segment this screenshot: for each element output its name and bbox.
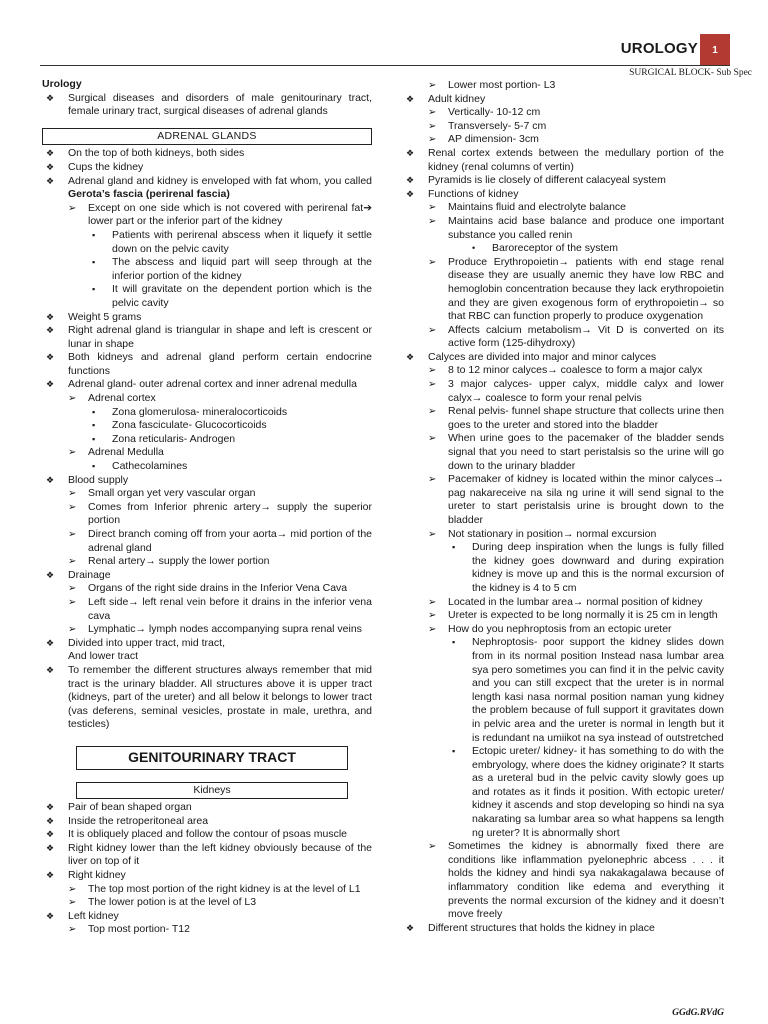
bullet-icon: ➢: [428, 406, 437, 418]
list-item: [42, 446, 372, 460]
list-item: [402, 215, 724, 242]
list-item: [42, 828, 372, 842]
list-item: [402, 636, 724, 745]
list-item-text: Located in the lumbar area→ normal position of kidney: [448, 595, 703, 608]
list-item: [42, 910, 372, 924]
list-item: [42, 147, 372, 161]
bullet-icon: ➢: [68, 447, 77, 459]
list-item: [402, 133, 724, 147]
list-item: [42, 596, 372, 623]
bullet-icon: ❖: [46, 870, 55, 881]
header-subtitle: SURGICAL BLOCK- Sub Spec: [629, 68, 752, 78]
list-item-text: Vertically- 10-12 cm: [448, 106, 541, 119]
bullet-icon: ➢: [428, 474, 437, 486]
list-item: [42, 283, 372, 310]
list-item-text: Calyces are divided into major and minor calyces: [428, 350, 657, 363]
list-item: [42, 175, 372, 202]
bullet-icon: ❖: [406, 351, 415, 362]
list-item-text: Lymphatic→ lymph nodes accompanying supra renal veins: [88, 623, 362, 636]
list-item: [402, 256, 724, 324]
section-box-title: Kidneys: [76, 782, 348, 800]
bullet-icon: ➢: [428, 134, 437, 146]
bullet-icon: ➢: [428, 596, 437, 608]
list-item-text: During deep inspiration when the lungs is fully filled the kidney goes downward and during expiration kidney is move up and this is the normal excursion of the kidney is 4 to 5 cm: [472, 541, 724, 594]
bullet-icon: ❖: [46, 311, 55, 322]
bullet-icon: ❖: [46, 842, 55, 853]
bullet-icon: ▪: [92, 284, 96, 295]
list-item: [402, 378, 724, 405]
bullet-icon: ➢: [68, 202, 77, 214]
list-item: [42, 378, 372, 392]
list-item: [42, 637, 372, 651]
list-item: [42, 528, 372, 555]
list-item: [42, 202, 372, 229]
list-item-text: Lower most portion- L3: [448, 79, 556, 91]
list-item-text: Left kidney: [68, 909, 119, 922]
list-item: [42, 869, 372, 883]
list-item: [402, 120, 724, 134]
list-item-text: Renal cortex extends between the medullary portion of the kidney (renal columns of vertin): [428, 146, 724, 173]
list-item: [402, 106, 724, 120]
list-item-text: Weight 5 grams: [68, 310, 142, 323]
section-box-title: GENITOURINARY TRACT: [76, 746, 348, 770]
list-item-text: Ureter is expected to be long normally it is 25 cm in length: [448, 609, 718, 622]
list-item-text: The lower potion is at the level of L3: [88, 896, 257, 909]
list-item-text: Except on one side which is not covered with perirenal fat➔ lower part or the inferior part of the kidney: [88, 201, 372, 228]
right-column: [402, 79, 724, 935]
list-item-text: Patients with perirenal abscess when it liquefy it settle down on the pelvic cavity: [112, 228, 372, 255]
bullet-icon: ➢: [428, 202, 437, 214]
left-column: [42, 78, 372, 937]
bullet-icon: ➢: [68, 883, 77, 895]
list-item-text: Renal pelvis- funnel shape structure that collects urine then goes to the ureter and stored into the bladder: [448, 405, 724, 431]
list-item: [42, 582, 372, 596]
list-item-text: Adrenal Medulla: [88, 446, 164, 459]
section-box-title: ADRENAL GLANDS: [42, 128, 372, 146]
list-item: [402, 432, 724, 473]
list-item: [42, 801, 372, 815]
bullet-icon: ❖: [46, 175, 55, 186]
list-item: [42, 92, 372, 119]
list-item: [402, 93, 724, 107]
bullet-icon: ➢: [428, 841, 437, 853]
list-item: [402, 188, 724, 202]
bullet-icon: ❖: [406, 93, 415, 104]
list-item: [402, 922, 724, 936]
list-item: [402, 201, 724, 215]
list-item-text: Maintains fluid and electrolyte balance: [448, 201, 627, 214]
bullet-icon: ❖: [406, 147, 415, 158]
list-item-text: Drainage: [68, 568, 111, 581]
list-item: [402, 623, 724, 637]
section-heading: Urology: [42, 78, 82, 90]
bullet-icon: ➢: [428, 107, 437, 119]
bullet-icon: ➢: [68, 501, 77, 513]
bullet-icon: ➢: [68, 624, 77, 636]
bullet-icon: ❖: [46, 352, 55, 363]
list-item: [42, 161, 372, 175]
bullet-icon: ▪: [92, 461, 96, 472]
list-item-text: Left side→ left renal vein before it drains in the inferior vena cava: [88, 595, 372, 622]
list-item: [42, 487, 372, 501]
bullet-icon: ❖: [46, 802, 55, 813]
list-item: [42, 229, 372, 256]
list-item: [402, 405, 724, 432]
list-item-text: Renal artery→ supply the lower portion: [88, 555, 270, 568]
list-item-text: Adrenal gland- outer adrenal cortex and inner adrenal medulla: [68, 378, 357, 391]
list-item-text: Functions of kidney: [428, 187, 519, 200]
bullet-icon: ➢: [68, 488, 77, 500]
list-item-text: Divided into upper tract, mid tract,: [68, 636, 225, 649]
list-item: [42, 501, 372, 528]
bullet-icon: ▪: [92, 229, 96, 240]
list-item-text: AP dimension- 3cm: [448, 133, 539, 146]
list-item-text: On the top of both kidneys, both sides: [68, 147, 245, 160]
bullet-icon: ➢: [68, 897, 77, 909]
list-item: [402, 242, 724, 256]
list-item: [402, 324, 724, 351]
list-item: [402, 840, 724, 922]
list-item: [402, 79, 724, 93]
list-item: [42, 623, 372, 637]
bullet-icon: ❖: [46, 664, 55, 675]
list-item: [402, 745, 724, 840]
list-item: [402, 528, 724, 542]
list-item-text: Top most portion- T12: [88, 923, 190, 936]
list-item: [42, 311, 372, 325]
list-item-text: Cups the kidney: [68, 160, 144, 173]
list-item: [42, 392, 372, 406]
list-item: [402, 351, 724, 365]
bullet-icon: ➢: [428, 256, 437, 268]
list-item: [42, 419, 372, 433]
list-item: [42, 842, 372, 869]
list-item-text: Comes from Inferior phrenic artery→ supply the superior portion: [88, 500, 372, 527]
list-item-text: The top most portion of the right kidney is at the level of L1: [88, 882, 361, 895]
list-item: [402, 473, 724, 527]
list-item: [42, 460, 372, 474]
list-item-text: Produce Erythropoietin→ patients with end stage renal disease they are usually anemic they have low RBC and hemoglobin concentration because they lack erythropoietin and they are given exogenous form of erythropoietin→ so that RBC can function properly to produce oxygenation: [448, 255, 724, 323]
bullet-icon: ➢: [428, 528, 437, 540]
list-item: [42, 664, 372, 732]
bullet-icon: ▪: [452, 542, 456, 553]
list-item: [42, 433, 372, 447]
bullet-icon: ❖: [46, 474, 55, 485]
list-item-text: The abscess and liquid part will seep through at the inferior portion of the kidney: [112, 256, 372, 282]
list-item-text: It will gravitate on the dependent portion which is the pelvic cavity: [112, 283, 372, 309]
list-item: [42, 256, 372, 283]
list-item-text: Blood supply: [68, 473, 129, 486]
emphasis-text: Gerota’s fascia (perirenal fascia): [68, 188, 230, 201]
bullet-icon: ➢: [428, 433, 437, 445]
list-item-text: Right kidney lower than the left kidney obviously because of the liver on top of it: [68, 841, 372, 868]
list-item: [42, 923, 372, 937]
header-rule: [40, 65, 730, 66]
list-item-text: Pair of bean shaped organ: [68, 801, 192, 814]
bullet-icon: ▪: [92, 406, 96, 417]
bullet-icon: ❖: [406, 922, 415, 933]
list-item-text: To remember the different structures always remember that mid tract is the urinary bladder. All structures above it is upper tract (kidneys, part of the ureter) and all below it belongs to lower tract (vas deferens, seminal vesicles, prostate in male, urethra, and testicles): [68, 663, 372, 731]
list-item-text: Adult kidney: [428, 92, 486, 105]
list-item-text: Affects calcium metabolism→ Vit D is converted on its active form (125-dihydroxy): [448, 323, 724, 350]
list-item-text: 3 major calyces- upper calyx, middle calyx and lower calyx→ coalesce to form your renal pelvis: [448, 378, 724, 404]
list-item-text: Zona fasciculate- Glucocorticoids: [112, 419, 267, 432]
list-item: [42, 474, 372, 488]
header-title: UROLOGY: [620, 40, 698, 57]
bullet-icon: ▪: [452, 746, 456, 757]
list-item-text: Sometimes the kidney is abnormally fixed there are conditions like inflammation pyelonephric abcess . . . it holds the kidney and hindi sya nakakagalawa because of inflammatory condition like edema and everything it prevents the normal excursion of the kidney and it doesn’t move freely: [448, 840, 724, 921]
bullet-icon: ❖: [46, 148, 55, 159]
list-item-text: Maintains acid base balance and produce one important substance you called renin: [448, 214, 724, 241]
list-item-text: Ectopic ureter/ kidney- it has something to do with the embryology, where does the kidney originate? It starts as a ureteral bud in the pelvic cavity slowly goes up and rotates as it finds it position. With ectopic ureter/ kidney it ascends and stop developing so hindi na sya nakarating sa lumbar area so what happens sa length ng ureter? It is abnormally short: [472, 745, 724, 839]
bullet-icon: ➢: [428, 623, 437, 635]
list-item: [402, 364, 724, 378]
list-item: [42, 569, 372, 583]
bullet-icon: ➢: [428, 610, 437, 622]
list-item-text: It is obliquely placed and follow the contour of psoas muscle: [68, 828, 347, 841]
list-item-text: Zona reticularis- Androgen: [112, 432, 236, 445]
list-item-text: Adrenal gland and kidney is enveloped with fat whom, you called Gerota’s fascia (perirenal fascia): [68, 174, 372, 201]
list-item-text: How do you nephroptosis from an ectopic ureter: [448, 622, 672, 635]
bullet-icon: ❖: [46, 637, 55, 648]
list-item: [42, 406, 372, 420]
list-item: [42, 815, 372, 829]
bullet-icon: ➢: [68, 529, 77, 540]
list-item: [402, 541, 724, 595]
bullet-icon: ❖: [46, 161, 55, 172]
list-item-text: Small organ yet very vascular organ: [88, 487, 256, 500]
bullet-icon: ❖: [46, 829, 55, 840]
bullet-icon: ➢: [428, 379, 437, 391]
bullet-icon: ▪: [92, 433, 96, 444]
list-item: [402, 174, 724, 188]
list-item-text: And lower tract: [68, 650, 139, 663]
list-item-text: Adrenal cortex: [88, 392, 156, 405]
bullet-icon: ▪: [92, 257, 96, 268]
bullet-icon: ❖: [46, 92, 55, 103]
bullet-icon: ▪: [92, 420, 96, 431]
bullet-icon: ➢: [68, 924, 77, 936]
list-item-text: Nephroptosis- poor support the kidney slides down from in its normal position Instead nasa lumbar area sya pero sometimes you can find it in the pelvic cavity and you can still excpect that the ureter is in normal length kasi nasa normal position naman yung kidney the problem because of full support it gravitates down in pelvic area and the ureter is normal in length but it is redundant na umiikot na sya instead of outstretched: [472, 636, 724, 744]
list-item-text: Pacemaker of kidney is located within the minor calyces→ pag nakareceive na sila ng urine it will send signal to the ureter to start peristalsis urine is brought down to the bladder: [448, 473, 724, 526]
list-item-text: Inside the retroperitoneal area: [68, 814, 209, 827]
footer-initials: GGdG.RVdG: [672, 1008, 724, 1018]
list-item: [42, 555, 372, 569]
list-item-text: Direct branch coming off from your aorta→ mid portion of the adrenal gland: [88, 528, 372, 554]
bullet-icon: ❖: [46, 815, 55, 826]
bullet-icon: ➢: [68, 393, 77, 405]
list-item-text: Different structures that holds the kidney in place: [428, 921, 655, 934]
bullet-icon: ➢: [428, 365, 437, 377]
page-number-badge: 1: [700, 34, 730, 66]
list-item: [42, 896, 372, 910]
list-item-text: Pyramids is lie closely of different calacyeal system: [428, 174, 666, 187]
bullet-icon: ▪: [452, 637, 456, 648]
bullet-icon: ➢: [428, 215, 437, 227]
list-item-text: Cathecolamines: [112, 460, 188, 473]
list-item-text: Not stationary in position→ normal excursion: [448, 527, 657, 540]
list-item-text: 8 to 12 minor calyces→ coalesce to form a major calyx: [448, 364, 703, 377]
bullet-icon: ➢: [68, 596, 77, 608]
bullet-icon: ❖: [46, 379, 55, 390]
bullet-icon: ➢: [428, 324, 437, 336]
bullet-icon: ❖: [46, 910, 55, 921]
bullet-icon: ➢: [428, 120, 437, 132]
list-item: [42, 351, 372, 378]
list-item: [42, 883, 372, 897]
bullet-icon: ➢: [68, 583, 77, 595]
list-item-text: Right kidney: [68, 869, 126, 882]
list-item: [402, 596, 724, 610]
bullet-icon: ❖: [46, 325, 55, 336]
list-item: [42, 650, 372, 664]
bullet-icon: ❖: [406, 188, 415, 199]
list-item-text: Both kidneys and adrenal gland perform certain endocrine functions: [68, 351, 372, 377]
list-item-text: When urine goes to the pacemaker of the bladder sends signal that you need to start peristalsis so the urine will go down to the urinary bladder: [448, 432, 724, 472]
list-item-text: Baroreceptor of the system: [492, 242, 619, 255]
list-item: [42, 324, 372, 351]
list-item-text: Organs of the right side drains in the Inferior Vena Cava: [88, 582, 348, 595]
bullet-icon: ❖: [46, 569, 55, 580]
list-item-text: Right adrenal gland is triangular in shape and left is crescent or lunar in shape: [68, 324, 372, 350]
list-item: [402, 147, 724, 174]
list-item-text: Zona glomerulosa- mineralocorticoids: [112, 405, 288, 418]
list-item: [402, 609, 724, 623]
bullet-icon: ❖: [406, 175, 415, 186]
bullet-icon: ➢: [68, 556, 77, 568]
list-item-text: Transversely- 5-7 cm: [448, 119, 547, 132]
bullet-icon: ➢: [428, 80, 437, 91]
bullet-icon: •: [472, 243, 476, 254]
list-item-text: Surgical diseases and disorders of male genitourinary tract, female urinary tract, surgical diseases of adrenal glands: [68, 91, 372, 118]
